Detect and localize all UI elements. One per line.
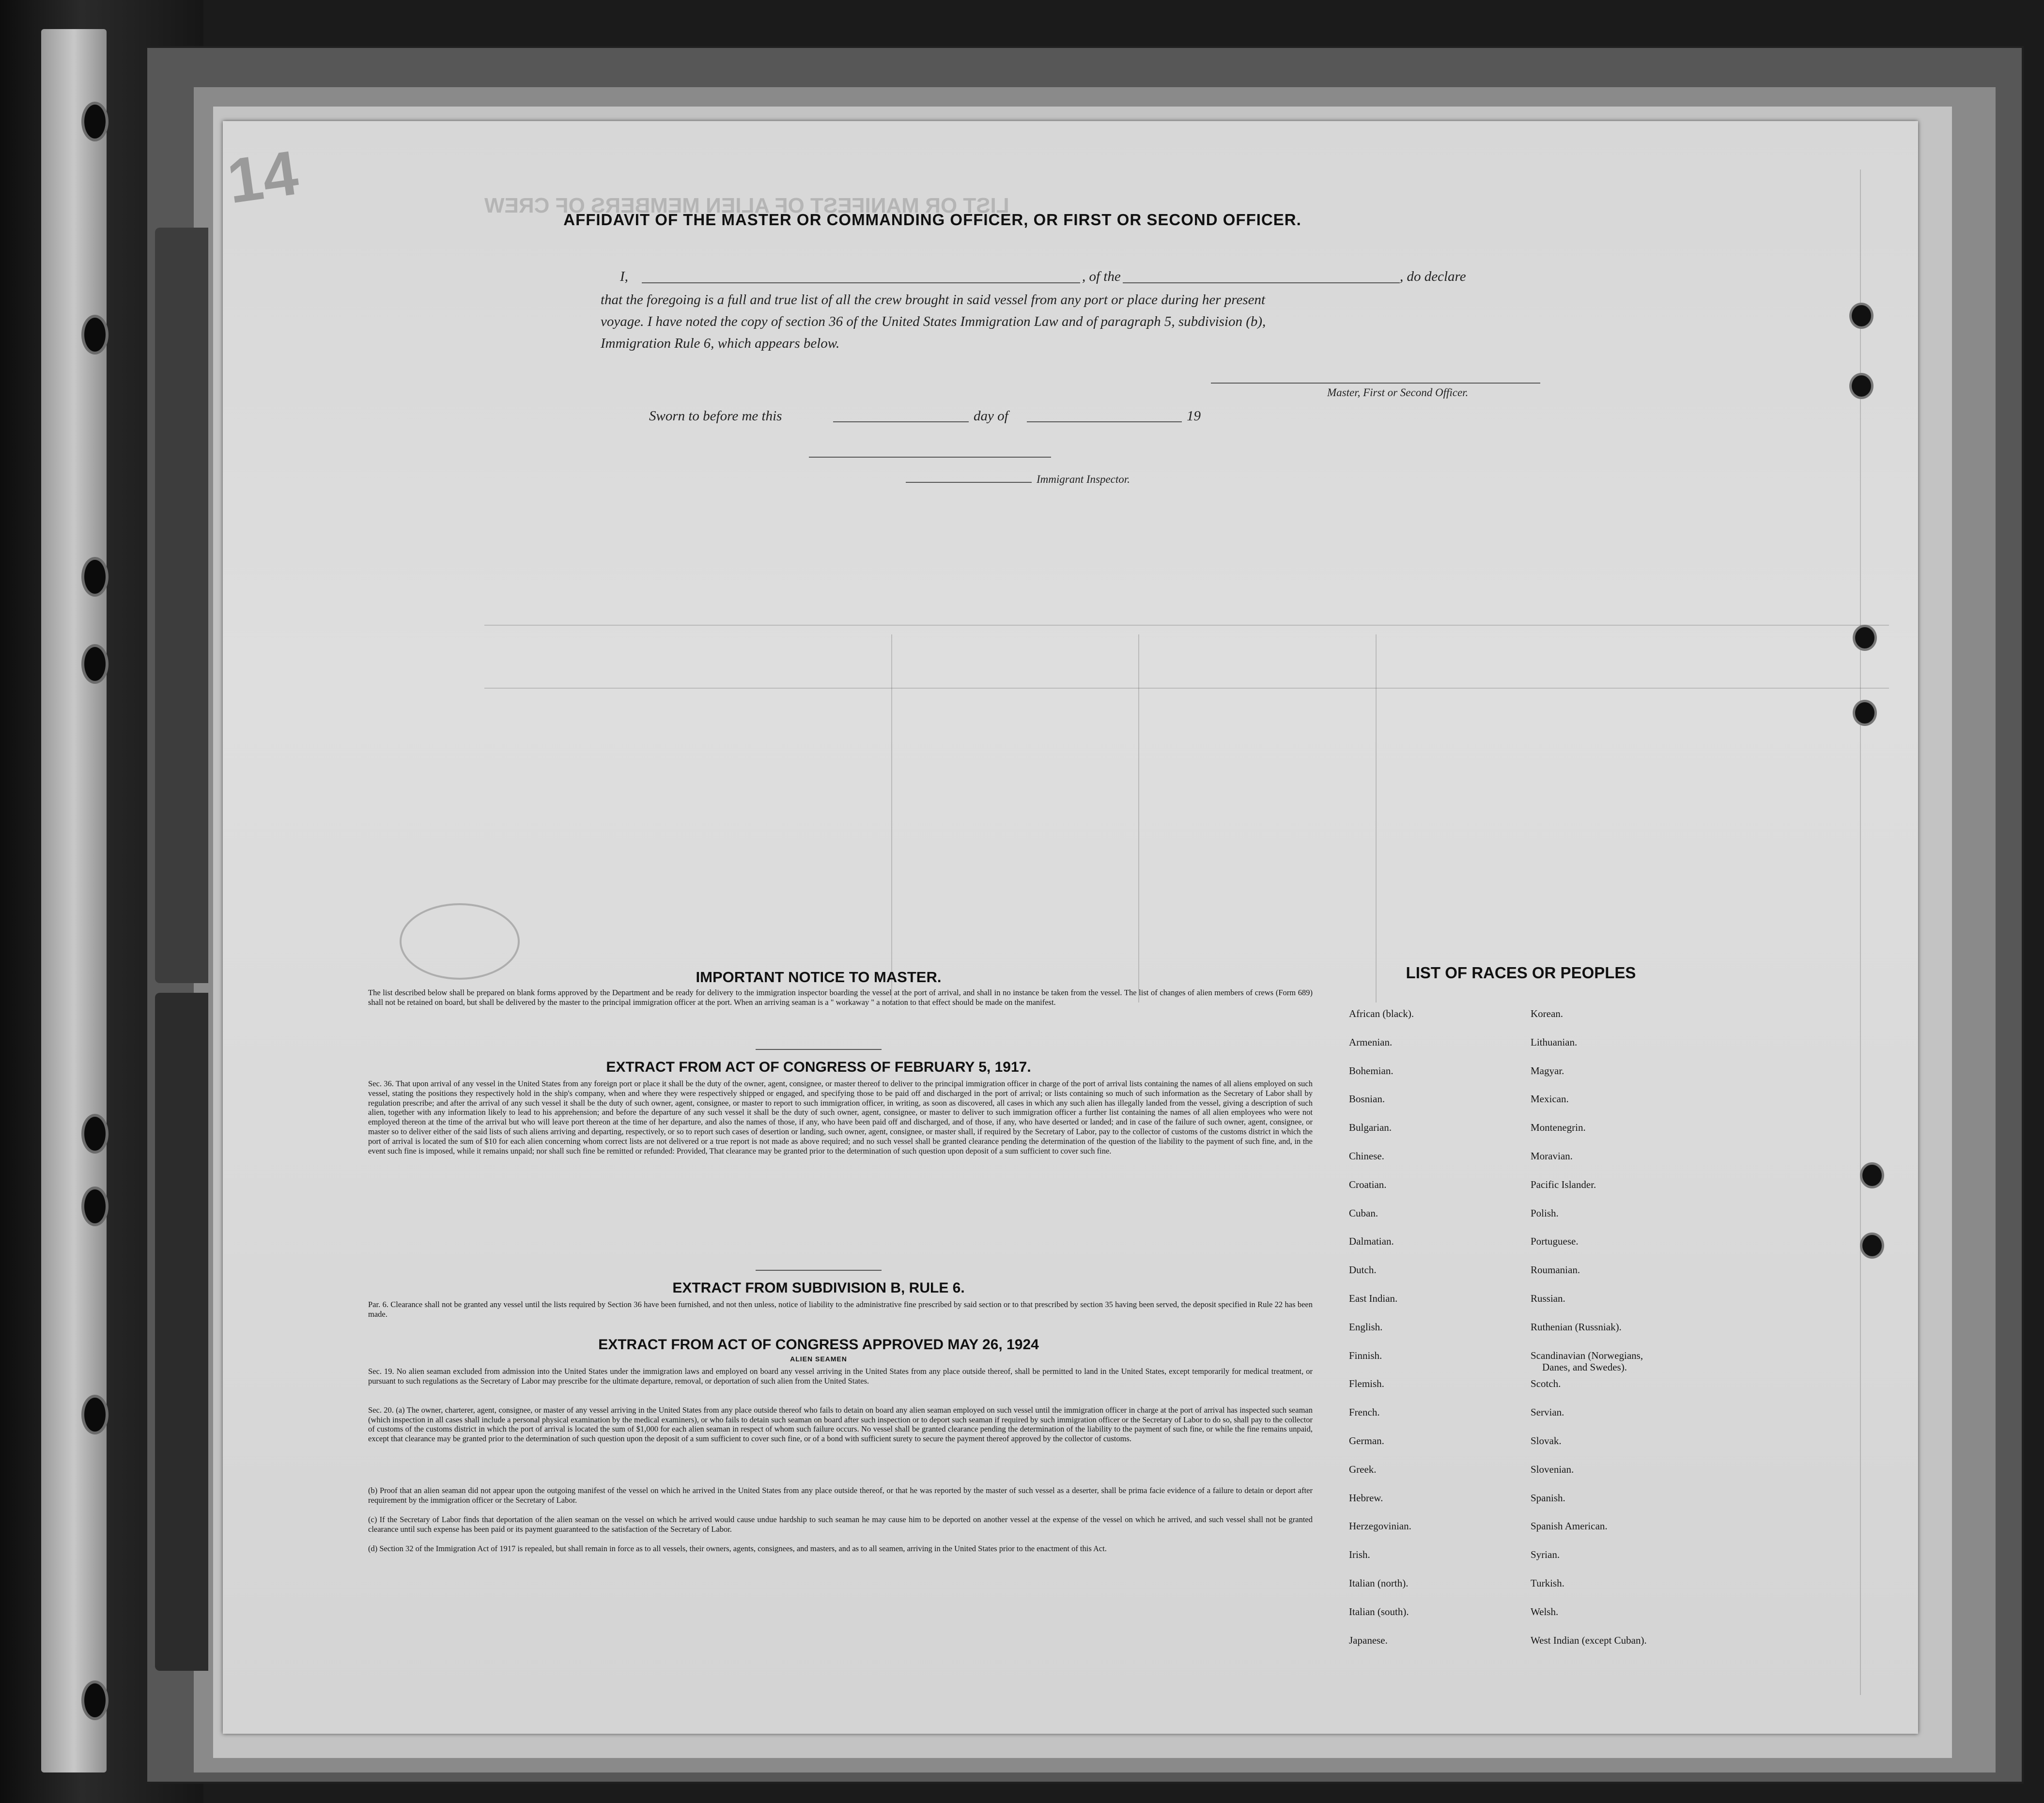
punch-hole <box>1860 1162 1884 1188</box>
race-item: French. <box>1349 1406 1380 1418</box>
punch-hole <box>1860 1233 1884 1259</box>
extract-1917-title: EXTRACT FROM ACT OF CONGRESS OF FEBRUARY 5, 1917. <box>606 1059 1031 1075</box>
binder-ring <box>81 1395 108 1434</box>
extract-rule6-body: Par. 6. Clearance shall not be granted any vessel until the lists required by Section 36 have been furnished, and not then unless, notice of liability to the administrative fine prescribed by said section or to that prescribed by section 35 having been served, the deposit specified in Rule 22 has been made. <box>368 1300 1313 1319</box>
race-item: Flemish. <box>1349 1378 1384 1390</box>
races-column-2 <box>1531 1007 1782 1662</box>
page-tab-edge <box>155 228 208 983</box>
sworn-month-field[interactable] <box>1027 421 1182 422</box>
race-item: Bulgarian. <box>1349 1122 1392 1134</box>
race-item: Herzegovinian. <box>1349 1520 1411 1532</box>
race-item: Lithuanian. <box>1531 1036 1578 1048</box>
film-strip <box>41 29 107 1772</box>
race-item: Armenian. <box>1349 1036 1393 1048</box>
punch-hole <box>1849 303 1874 329</box>
year-label: 19 <box>1187 408 1201 424</box>
race-item: Slovenian. <box>1531 1463 1574 1475</box>
race-item: Scotch. <box>1531 1378 1561 1390</box>
sec-20a-text: Sec. 20. (a) The owner, charterer, agent, consignee, or master of any vessel arriving in the United States from any place outside thereof who fails to detain on board any alien seaman employed on such vessel until the immigration officer in charge at the port of arrival has inspected such seaman (which inspection in all cases shall include a personal physical examination by the medical examiners), or who fails to detain such seaman on board after such inspection or to deport such seaman if required by such immigration officer or the Secretary of Labor to do so, shall pay to the collector of customs of the customs district in which the port of arrival is located the sum of $1,000 for each alien seaman in respect of whom such failure occurs. No vessel shall be granted clearance pending the determination of the liability to the payment of such fine, or while the fine remains unpaid, except that clearance may be granted prior to the determination of such question upon the deposit of a sum sufficient to cover such fine, or of a bond with sufficient surety to secure the payment thereof approved by the collector of customs. <box>368 1405 1313 1443</box>
affidavit-i-label: I, <box>620 269 628 284</box>
affidavit-text-line: voyage. I have noted the copy of section 36 of the United States Immigration Law and of paragraph 5, subdivision (b), <box>601 314 1266 329</box>
race-item: Magyar. <box>1531 1064 1564 1077</box>
race-item: Spanish American. <box>1531 1520 1608 1532</box>
sec-20d-text: (d) Section 32 of the Immigration Act of 1917 is repealed, but shall remain in force as to all vessels, their owners, agents, consignees, and masters, and as to all seamen, arriving in the United States prior to the enactment of this Act. <box>368 1544 1107 1553</box>
race-item: Dalmatian. <box>1349 1235 1394 1248</box>
notice-body: The list described below shall be prepared on blank forms approved by the Department and be ready for delivery to the immigration inspector boarding the vessel at the port of arrival, and shall in no instance be taken from the vessel. The list of changes of alien members of crews (Form 689) shall not be retained on board, but shall be delivered by the master to the principal immigration officer at the port. When an arriving seaman is a " workaway " a notation to that effect should be made on the manifest. <box>368 988 1313 1007</box>
punch-hole <box>1853 625 1877 651</box>
race-item: Hebrew. <box>1349 1492 1383 1504</box>
binder-ring <box>81 315 108 354</box>
race-item: Polish. <box>1531 1207 1559 1219</box>
bleed-through-rule <box>484 625 1889 626</box>
punch-hole <box>1849 373 1874 399</box>
race-item: Servian. <box>1531 1406 1564 1418</box>
sec-20c-text: (c) If the Secretary of Labor finds that deportation of the alien seaman on the vessel on which he arrived would cause undue hardship to such seaman he may cause him to be deported on another vessel at the expense of the vessel on which he arrived, and such vessel shall not be granted clearance until such expense has been paid or its payment guaranteed to the satisfaction of the Secretary of Labor. <box>368 1515 1313 1534</box>
binder-ring <box>81 1680 108 1720</box>
race-item: Moravian. <box>1531 1150 1573 1162</box>
race-item: Chinese. <box>1349 1150 1384 1162</box>
inspector-signature-field[interactable] <box>809 457 1051 458</box>
sec-19-text: Sec. 19. No alien seaman excluded from admission into the United States under the immigration laws and employed on board any vessel arriving in the United States from any place outside thereof, shall be permitted to land in the United States, except temporarily for medical treatment, or pursuant to such regulations as the Secretary of Labor may prescribe for the ultimate departure, removal, or deportation of such alien from the United States. <box>368 1367 1313 1386</box>
section-divider <box>756 1270 882 1271</box>
binder-ring <box>81 102 108 141</box>
bleed-through-rule <box>1138 634 1139 1002</box>
affidavit-text-line: Immigration Rule 6, which appears below. <box>601 336 840 351</box>
binder-ring <box>81 1187 108 1226</box>
race-item: Turkish. <box>1531 1577 1564 1589</box>
races-title: LIST OF RACES OR PEOPLES <box>1406 964 1636 982</box>
race-item: English. <box>1349 1321 1383 1333</box>
race-item: Mexican. <box>1531 1093 1569 1105</box>
race-item: Finnish. <box>1349 1349 1382 1361</box>
inspector-label: Immigrant Inspector. <box>1037 473 1130 485</box>
race-item-continuation: Danes, and Swedes). <box>1542 1361 1627 1373</box>
extract-1924-subtitle: ALIEN SEAMEN <box>790 1355 847 1363</box>
race-item: Russian. <box>1531 1292 1565 1304</box>
extract-rule6-title: EXTRACT FROM SUBDIVISION B, RULE 6. <box>672 1280 965 1296</box>
manifest-page <box>223 121 1918 1734</box>
extract-1924-title: EXTRACT FROM ACT OF CONGRESS APPROVED MAY 26, 1924 <box>598 1337 1039 1353</box>
binder-ring <box>81 557 108 597</box>
race-item: German. <box>1349 1434 1384 1447</box>
section-divider <box>756 1049 882 1050</box>
page-tab-edge <box>155 993 208 1671</box>
sec-20b-text: (b) Proof that an alien seaman did not appear upon the outgoing manifest of the vessel on which he arrived in the United States from any place outside thereof, or that he was reported by the master of such vessel as a deserter, shall be prima facie evidence of a failure to detain or deport after requirement by the immigration officer or the Secretary of Labor. <box>368 1486 1313 1505</box>
race-item: Portuguese. <box>1531 1235 1579 1248</box>
race-item: Italian (south). <box>1349 1605 1409 1618</box>
affidavit-of-the-label: , of the <box>1080 269 1123 285</box>
race-item: Roumanian. <box>1531 1264 1580 1276</box>
bleed-through-rule <box>1376 634 1377 1002</box>
bleed-through-rule <box>484 688 1889 689</box>
race-item-text: Scandinavian (Norwegians, <box>1531 1349 1643 1361</box>
bleed-through-text: LIST OR MANIFEST OF ALIEN MEMBERS OF CREW <box>484 194 1009 217</box>
race-item: Greek. <box>1349 1463 1377 1475</box>
race-item: Dutch. <box>1349 1264 1377 1276</box>
affidavit-text-line: that the foregoing is a full and true list of all the crew brought in said vessel from any port or place during her present <box>601 292 1266 308</box>
sworn-day-field[interactable] <box>833 421 969 422</box>
race-item: Italian (north). <box>1349 1577 1409 1589</box>
vessel-name-field[interactable] <box>1146 282 1400 283</box>
race-item: Korean. <box>1531 1008 1564 1019</box>
master-signature-label: Master, First or Second Officer. <box>1327 386 1469 399</box>
sworn-label: Sworn to before me this <box>649 408 782 424</box>
race-item: Cuban. <box>1349 1207 1378 1219</box>
inspector-signature-line[interactable] <box>906 482 1032 483</box>
handwritten-page-number: 14 <box>223 137 303 217</box>
day-of-label: day of <box>974 408 1008 424</box>
race-item: Spanish. <box>1531 1492 1565 1504</box>
binder-ring <box>81 1114 108 1154</box>
bleed-through-rule <box>891 634 892 1002</box>
extract-1917-body: Sec. 36. That upon arrival of any vessel in the United States from any foreign port or place it shall be the duty of the owner, agent, consignee, or master thereof to deliver to the principal immigration officer in charge of the port of arrival lists containing the names of all aliens employed on such vessel, stating the positions they respectively hold in the ship's company, when and where they were respectively shipped or engaged, and specifying those to be paid off and discharged in the port of arrival; or lists containing so much of such information as the Secretary of Labor shall by regulation prescribe; and after the arrival of any such vessel it shall be the duty of such owner, agent, consignee, or master to report to such immigration officer, in writing, as soon as discovered, all cases in which any such alien has illegally landed from the vessel, giving a description of such alien, together with any information likely to lead to his apprehension; and before the departure of any such vessel it shall be the duty of such owner, agent, consignee, or master to deliver to such immigration officer a further list containing the names of all alien employees who were not employed thereon at the time of the arrival but who will leave port thereon at the time of her departure, and also the names of those, if any, who have been paid off and discharged, and of those, if any, who have deserted or landed; and in case of the failure of such owner, agent, consignee, or master so to deliver either of the said lists of such aliens arriving and departing, respectively, or so to report such cases of desertion or landing, such owner, agent, consignee, or master shall, if required by the Secretary of Labor, pay to the collector of customs of the customs district in which the port of arrival is located the sum of $10 for each alien concerning whom correct lists are not delivered or a true report is not made as above required; and no such vessel shall be granted clearance pending the determination of the question of the liability to the payment of such fine, and, in the event such fine is imposed, while it remains unpaid; nor shall such fine be remitted or refunded: Provided, That clearance may be granted prior to the determination of such question upon deposit of a sum sufficient to cover such fine. <box>368 1079 1313 1156</box>
race-item: Welsh. <box>1531 1605 1559 1618</box>
punch-hole <box>1853 700 1877 726</box>
race-item: Pacific Islander. <box>1531 1178 1596 1190</box>
affidavit-title: AFFIDAVIT OF THE MASTER OR COMMANDING OFFICER, OR FIRST OR SECOND OFFICER. <box>563 211 1301 229</box>
notice-title: IMPORTANT NOTICE TO MASTER. <box>696 969 942 986</box>
master-signature-field[interactable] <box>1211 383 1540 384</box>
race-item: Croatian. <box>1349 1178 1387 1190</box>
race-item: Japanese. <box>1349 1634 1388 1646</box>
race-item: Irish. <box>1349 1549 1370 1561</box>
race-item: Bohemian. <box>1349 1064 1394 1077</box>
race-item: African (black). <box>1349 1008 1414 1019</box>
binder-ring <box>81 644 108 684</box>
race-item: West Indian (except Cuban). <box>1531 1634 1647 1646</box>
affidavit-declare-label: , do declare <box>1400 269 1466 284</box>
race-item: Montenegrin. <box>1531 1122 1586 1134</box>
race-item: Bosnian. <box>1349 1093 1385 1105</box>
race-item: East Indian. <box>1349 1292 1398 1304</box>
race-item <box>1531 1349 1782 1378</box>
race-item: Ruthenian (Russniak). <box>1531 1321 1622 1333</box>
race-item: Slovak. <box>1531 1434 1562 1447</box>
race-item: Syrian. <box>1531 1549 1560 1561</box>
